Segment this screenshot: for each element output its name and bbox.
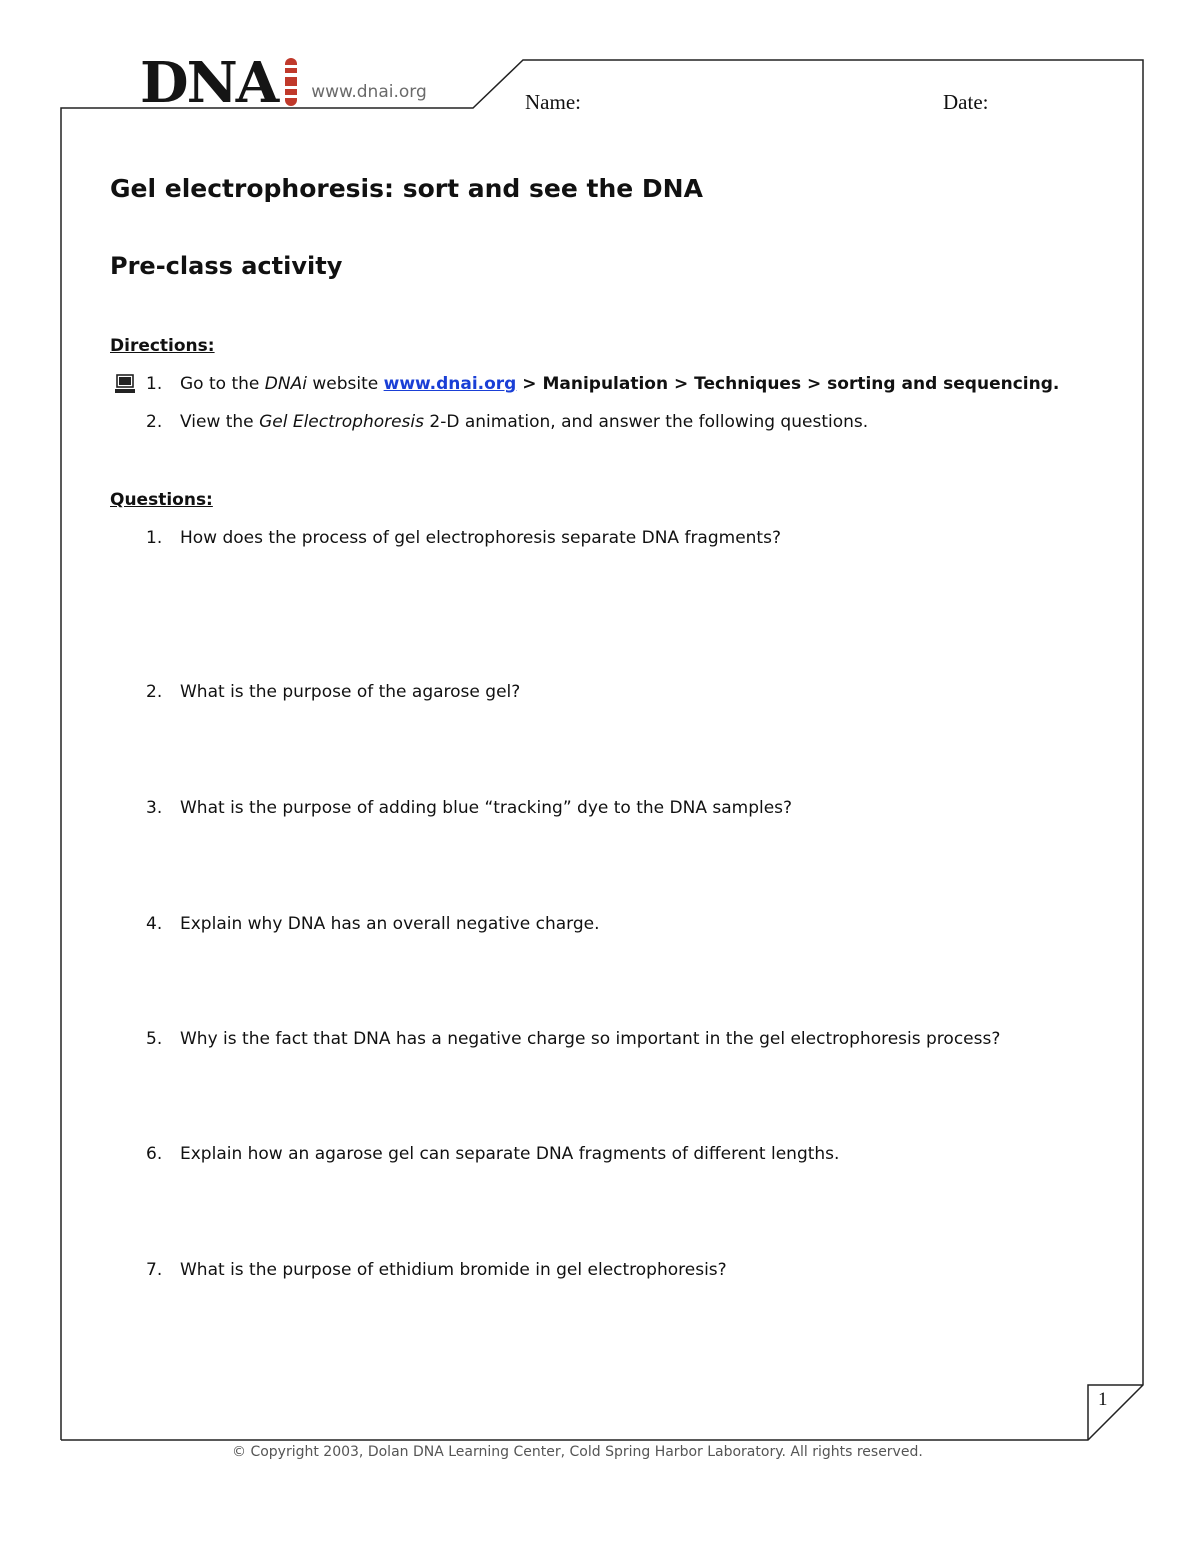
question-number: 5. xyxy=(146,1029,163,1049)
date-label: Date: xyxy=(943,90,989,114)
question-text: How does the process of gel electrophoresis separate DNA fragments? xyxy=(180,528,781,548)
question-text: What is the purpose of ethidium bromide in gel electrophoresis? xyxy=(180,1260,727,1280)
direction-number: 2. xyxy=(146,412,163,432)
logo-url: www.dnai.org xyxy=(311,82,427,102)
dnai-logo xyxy=(140,50,427,116)
question-number: 7. xyxy=(146,1260,163,1280)
nav-manipulation: Manipulation xyxy=(542,374,669,394)
dna-chromosome-icon xyxy=(281,56,301,108)
direction-text: Go to the DNAi website www.dnai.org > Manipulation > Techniques > sorting and sequencing. xyxy=(180,374,1060,394)
logo-wordmark: DNA xyxy=(140,50,278,116)
question-text: Explain how an agarose gel can separate DNA fragments of different lengths. xyxy=(180,1144,840,1164)
site-name: DNAi xyxy=(264,374,307,394)
question-number: 3. xyxy=(146,798,163,818)
direction-number: 1. xyxy=(146,374,163,394)
dnai-website-link[interactable]: www.dnai.org xyxy=(383,374,517,394)
nav-sorting-sequencing: sorting and sequencing. xyxy=(827,374,1060,394)
animation-name: Gel Electrophoresis xyxy=(259,412,424,432)
question-number: 4. xyxy=(146,914,163,934)
question-text: What is the purpose of the agarose gel? xyxy=(180,682,521,702)
question-text: Explain why DNA has an overall negative charge. xyxy=(180,914,600,934)
directions-heading: Directions: xyxy=(110,336,215,356)
name-label: Name: xyxy=(525,90,581,114)
page-subtitle: Pre-class activity xyxy=(110,252,343,280)
page-title: Gel electrophoresis: sort and see the DNA xyxy=(110,174,703,203)
direction-text: View the Gel Electrophoresis 2-D animation, and answer the following questions. xyxy=(180,412,869,432)
question-number: 6. xyxy=(146,1144,163,1164)
copyright-notice: © Copyright 2003, Dolan DNA Learning Center, Cold Spring Harbor Laboratory. All rights reserved. xyxy=(232,1444,923,1460)
questions-heading: Questions: xyxy=(110,490,213,510)
nav-techniques: Techniques xyxy=(694,374,802,394)
question-number: 2. xyxy=(146,682,163,702)
question-text: Why is the fact that DNA has a negative charge so important in the gel electrophoresis process? xyxy=(180,1029,1001,1049)
question-text: What is the purpose of adding blue “tracking” dye to the DNA samples? xyxy=(180,798,793,818)
question-number: 1. xyxy=(146,528,163,548)
page-number: 1 xyxy=(1098,1389,1108,1410)
computer-icon xyxy=(114,374,136,394)
